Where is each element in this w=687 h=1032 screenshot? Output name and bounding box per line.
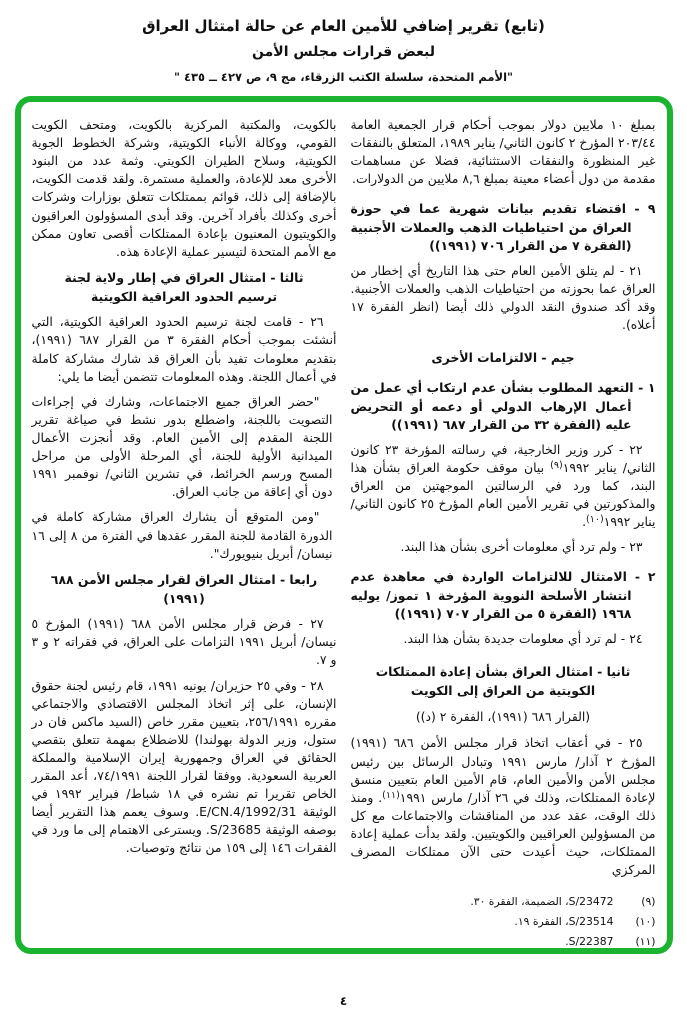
section-3-heading: ثالثا - امتثال العراق في إطار ولاية لجنة ترسيم الحدود العراقية الكويتية xyxy=(64,269,304,305)
paragraph-25-text-2: . ومنذ ذلك الوقت، عقد عدد من المناقشات والاجتماعات مع كل من المسؤولين العراقيين والكويتيين. ولقد بدأت عملية إعادة الممتلكات، حيث أعيدت حتى الآن ممتلكات المصرف المركزي xyxy=(350,789,656,878)
page-title: (تابع) تقرير إضافي للأمين العام عن حالة امتثال العراق xyxy=(142,17,545,35)
item-1-heading: ١ - التعهد المطلوب بشأن عدم ارتكاب أي عمل من أعمال الإرهاب الدولي أو دعمه أو التحريض عليه (الفقرة ٣٢ من القرار ٦٨٧ (١٩٩١)) xyxy=(350,380,656,432)
section-c-heading: جيم - الالتزامات الأخرى xyxy=(431,350,575,366)
page-number: ٤ xyxy=(339,994,348,1008)
footnotes-block xyxy=(351,886,656,953)
footnote-ref-9: (٩) xyxy=(550,459,563,471)
paragraph-22-end: . xyxy=(582,514,587,530)
paragraph-22-text: ٢٢ - كرر وزير الخارجية، في رسالته المؤرخة ٢٣ كانون الثاني/ يناير ١٩٩٢ xyxy=(350,441,656,475)
section-2-subheading: (القرار ٦٨٦ (١٩٩١)، الفقرة ٢ (د)) xyxy=(415,709,591,725)
column-right xyxy=(350,116,656,948)
footnote-11-number: (١١) xyxy=(635,934,656,948)
paragraph-23: ٢٣ - ولم ترد أي معلومات أخرى بشأن هذا البند. xyxy=(400,539,643,555)
paragraph-25-text: ٢٥ - في أعقاب اتخاذ قرار مجلس الأمن ٦٨٦ (١٩٩١) المؤرخ ٢ آذار/ مارس ١٩٩١ وتبادل الرسائل بين رئيس مجلس الأمن والأمين العام، قام الأمين العام بتعيين منسق لإعادة الممتلكات، وذلك في ٢٦ آذار/ مارس ١٩٩١ xyxy=(350,735,656,805)
footnote-ref-10: (١٠) xyxy=(586,514,604,526)
content-frame xyxy=(15,96,673,954)
paragraph-24: ٢٤ - لم ترد أي معلومات جديدة بشأن هذا البند. xyxy=(403,630,643,646)
page-subtitle: لبعض قرارات مجلس الأمن xyxy=(252,44,435,60)
paragraph-27: ٢٧ - فرض قرار مجلس الأمن ٦٨٨ (١٩٩١) المؤرخ ٥ نيسان/ أبريل ١٩٩١ التزامات على العراق، في فقراته ٢ و ٣ و ٧. xyxy=(31,616,337,668)
document-header xyxy=(0,0,687,84)
item-9-heading: ٩ - اقتضاء تقديم بيانات شهرية عما في حوزة العراق من احتياطيات الذهب والعملات الأجنبية (الفقرة ٧ من القرار ٧٠٦ (١٩٩١)) xyxy=(350,201,656,253)
quote-paragraph-1: "حضر العراق جميع الاجتماعات، وشارك في إجراءات التصويت باللجنة، واضطلع بدور نشط في صياغة تقرير اللجنة المقدم إلى الأمين العام. وقد أنجزت الأعمال الميدانية الأولية للجنة، أي المرحلة الأولى من مراحل المسح ورسم الخرائط، في تشرين الثاني/ نوفمبر ١٩٩١ دون أي إعاقة من جانب العراق. xyxy=(31,393,333,500)
source-citation: "الأمم المتحدة، سلسلة الكتب الزرقاء، مج ٩، ص ٤٢٧ ــ ٤٣٥ " xyxy=(173,70,514,84)
paragraph-25 xyxy=(351,734,656,879)
footnote-10 xyxy=(351,914,656,930)
paragraph-25-continuation: بالكويت، والمكتبة المركزية بالكويت، ومتحف الكويت القومي، ووكالة الأنباء الكويتية، وشركة الخطوط الجوية الكويتية، وسلاح الطيران الكويتي. وثمة عدد من البنود الأخرى معد للإعادة، والعملية مستمرة. ولقد قدمت الكويت، بالإضافة إلى ذلك، قوائم بممتلكات تتعلق بوزارات وشركات أخرى وكذلك بأفراد آخرين. وقد أبدى المسؤولون العراقيون والكويتيون المعنيون بإعادة الممتلكات أقصى تعاون ممكن مع الأمم المتحدة لتيسير عملية الإعادة هذه. xyxy=(31,117,337,259)
footnote-9 xyxy=(351,894,656,910)
paragraph-26: ٢٦ - قامت لجنة ترسيم الحدود العراقية الكويتية، التي أنشئت بموجب أحكام الفقرة ٣ من القرار ٦٨٧ (١٩٩١)، بتقديم معلومات تفيد بأن العراق قد شارك مشاركة كاملة في أعمال اللجنة. وهذه المعلومات تتضمن أيضا ما يلي: xyxy=(31,314,337,384)
paragraph-28: ٢٨ - وفي ٢٥ حزيران/ يونيه ١٩٩١، قام رئيس لجنة حقوق الإنسان، على إثر اتخاذ المجلس الاقتصادي والاجتماعي مقرره ٢٥٦/١٩٩١، بتعيين مقرر خاص (السيد ماكس فان در ستول، وزير الدولة بهولندا) للاضطلاع بمهمة تتعلق بتقصي الحقائق في العراق وجمهورية إيران الإسلامية والمملكة العربية السعودية. ووفقا لقرار اللجنة ٧٤/١٩٩١، أعد المقرر الخاص تقريرا تم نشره في ١٨ شباط/ فبراير ١٩٩٢ في الوثيقة E/CN.4/1992/31. وسوف يعمم هذا التقرير أيضا بوصفه الوثيقة S/23685. ويسترعى الاهتمام إلى ما ورد في الفقرات ١٤٦ إلى ١٥٩ من نتائج وتوصيات. xyxy=(31,677,337,856)
footnote-9-text: S/23472، الضميمة، الفقرة ٣٠. xyxy=(470,895,614,909)
paragraph-22 xyxy=(351,441,656,532)
footnote-10-number: (١٠) xyxy=(635,915,656,929)
footnote-9-number: (٩) xyxy=(641,895,656,909)
section-2-heading: ثانيا - امتثال العراق بشأن إعادة الممتلكات الكويتية من العراق إلى الكويت xyxy=(375,663,631,699)
quote-paragraph-2: "ومن المتوقع أن يشارك العراق مشاركة كاملة في الدورة القادمة للجنة المقرر عقدها في الفترة من ٨ إلى ١٦ نيسان/ أبريل بنيويورك". xyxy=(31,509,333,561)
section-4-heading: رابعا - امتثال العراق لقرار مجلس الأمن ٦٨٨ (١٩٩١) xyxy=(50,571,318,606)
paragraph-20-continuation: بمبلغ ١٠ ملايين دولار بموجب أحكام قرار الجمعية العامة ٢٠٣/٤٤ المؤرخ ٢ كانون الثاني/ يناير ١٩٨٩، المتعلق بالنفقات غير المنظورة والنفقات الاستثنائية، فضلا عن مساهمات مقدمة من دول أعضاء معينة بمبلغ ٨,٦ ملايين من الدولارات. xyxy=(350,117,656,187)
column-left xyxy=(32,116,337,936)
paragraph-21: ٢١ - لم يتلق الأمين العام حتى هذا التاريخ أي إخطار من العراق عما بحوزته من احتياطيات الذهب والعملات الأجنبية. وقد أكد صندوق النقد الدولي ذلك أيضا (انظر الفقرة ١٧ أعلاه). xyxy=(350,262,656,333)
footnote-11 xyxy=(351,934,656,950)
footnote-ref-11: (١١) xyxy=(382,789,400,801)
paragraph-22-text-2: بيان موقف حكومة العراق بشأن هذا البند، كما ورد في الرسالتين الموجهتين من العراق والمذكورتين في تقرير الأمين العام المؤرخ ٢٥ كانون الثاني/ يناير ١٩٩٢ xyxy=(350,459,656,530)
footnote-11-text: S/22387. xyxy=(565,934,614,948)
footnote-10-text: S/23514، الفقرة ١٩. xyxy=(514,915,614,929)
item-2-heading: ٢ - الامتثال للالتزامات الواردة في معاهدة عدم انتشار الأسلحة النووية المؤرخة ١ تموز/ يوليه ١٩٦٨ (الفقرة ٥ من القرار ٧٠٧ (١٩٩١)) xyxy=(350,569,656,621)
